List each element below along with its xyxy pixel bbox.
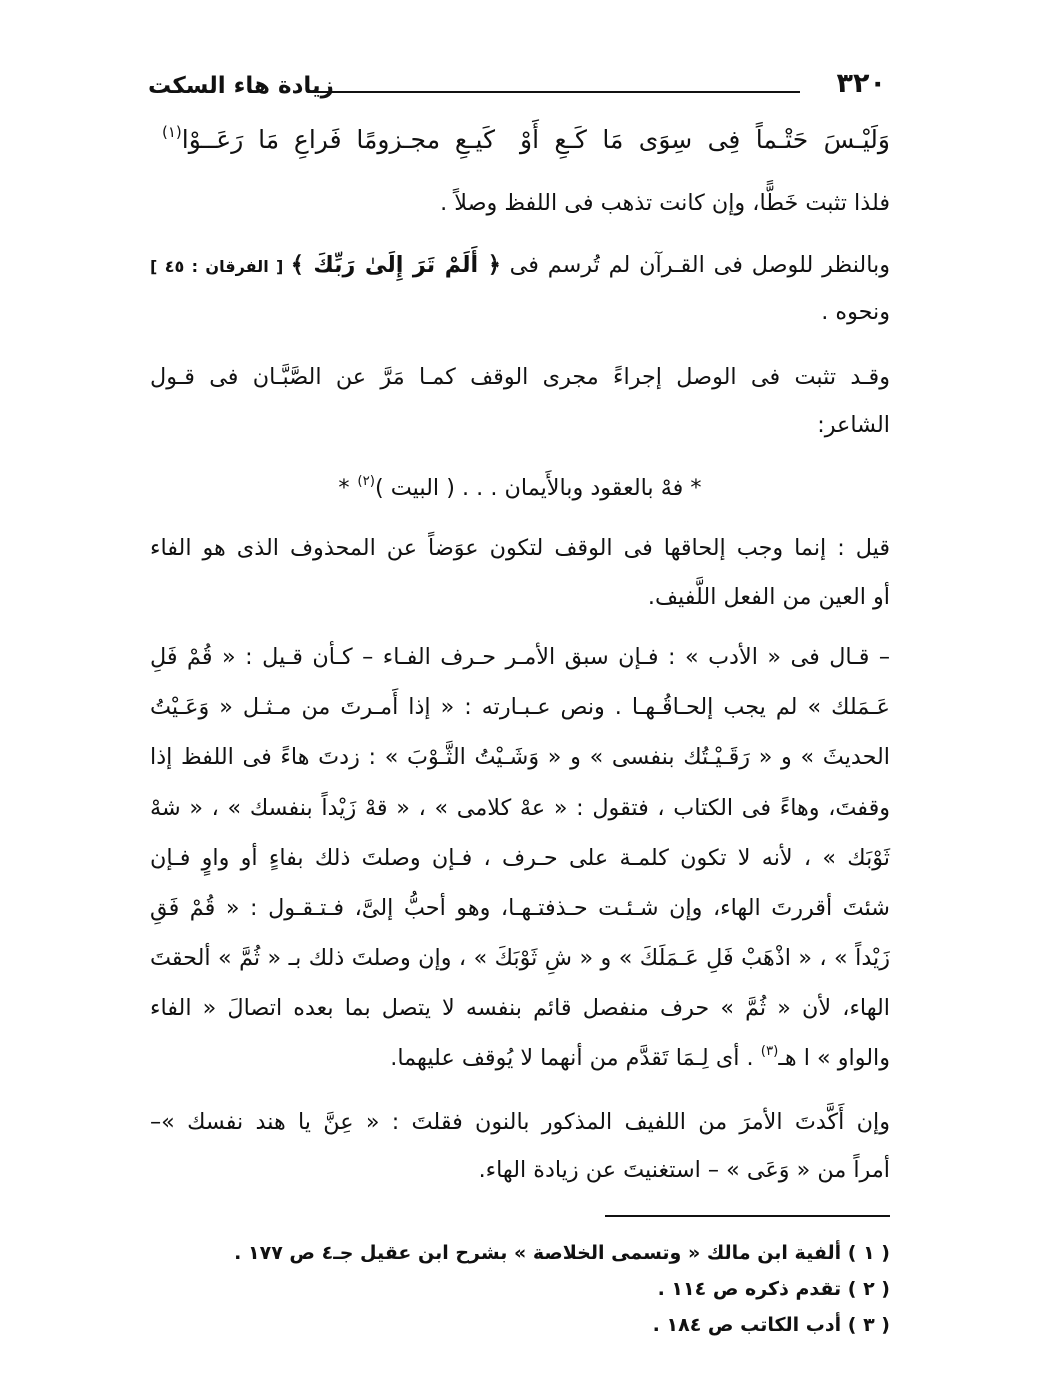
footnote: ( ١ ) ألفية ابن مالك « وتسمى الخلاصة » بشرح ابن عقيل جـ٤ ص ١٧٧ . [234,1242,890,1264]
surah-reference: [ الفرقان : ٤٥ ] [150,257,291,276]
body-line: ونحوه . [821,299,890,325]
verse-second-hemistich [162,118,495,162]
body-line: فلذا تثبت خَطًّا، وإن كانت تذهب فى اللفظ وصلاً . [440,190,890,216]
line-text: . أى لِـمَا تَقدَّم من أنهما لا يُوقف عليهما. [390,1045,761,1071]
quoted-verse-line [150,466,890,510]
header-rule [310,91,800,93]
footnote-marker: (١) [162,122,182,141]
body-line: الشاعر: [817,412,890,438]
line-text: والواو » ا هـ [778,1045,890,1071]
body-line: أو العين من الفعل اللَّفيف. [647,584,890,610]
verse-star: * [338,475,350,501]
body-line: عَـمَلك » لم يجب إلحـاقُـهـا . ونص عـبـارته : « إذا أَمـرتَ من مـثـل « وَعَـيْتُ [150,694,890,720]
quoted-verse-text: * فهْ بالعقود وبالأَيمان . . . ( البيت ) [375,475,702,501]
footnote: ( ٣ ) أدب الكاتب ص ١٨٤ . [652,1314,890,1336]
body-line: الحديثَ » و « رَقَـيْـتُك بنفسى » و « وَشَـيْتُ الثَّـوْبَ » : زدتَ هاءً فى اللفظ إذا [150,744,890,770]
body-line: قيل : إنما وجب إلحاقها فى الوقف لتكون عوَضاً عن المحذوف الذى هو الفاء [150,535,890,561]
running-title: زيادة هاء السكت [148,73,334,99]
body-line: زَيْداً » ، « اذْهَبْ فَلِ عَـمَلَكَ » و « شِ ثَوْبَكَ » ، وإن وصلتَ ذلك بـ « ثُمَّ » ألحقتَ [150,945,890,971]
body-line: وقفتَ، وهاءً فى الكتاب ، فتقول : « عهْ كلامى » ، « قهْ زَيْداً بنفسك » ، « شهْ [150,795,890,821]
body-line: وقـد تثبت فى الوصل إجراءً مجرى الوقف كمـا مَرَّ عن الصَّبَّـان فى قـول [150,364,890,390]
body-line: وإن أَكَّدتَ الأمرَ من اللفيف المذكور بالنون فقلتَ : « عِنَّ يا هند نفسك »– [150,1109,890,1135]
body-line: الهاء، لأن « ثُمَّ » حرف منفصل قائم بنفسه لا يتصل بما بعده اتصالَ « الفاء [150,995,890,1021]
footnote-rule [605,1215,890,1217]
body-line-footnote-ref [150,1036,890,1080]
verse-first-hemistich [520,118,890,162]
page-number: ٣٢٠ [836,68,886,99]
footnote-marker: (٣) [760,1043,779,1059]
footnote: ( ٢ ) تقدم ذكره ص ١١٤ . [657,1278,890,1300]
body-line: ثَوْبَك » ، لأنه لا تكون كلمـة على حـرف ، فـإن وصلتَ ذلك بفاءٍ أو واوٍ فـإن [150,845,890,871]
quran-lead-text: وبالنظر للوصل فى القـرآن لم تُرسم فى [500,252,890,278]
body-line: – قـال فى « الأدب » : فـإن سبق الأمـر حـرف الفـاء – كـأن قـيل : « قُمْ فَلِ [150,644,890,670]
body-line-quran [150,243,890,287]
footnote-marker: (٢) [357,473,375,489]
body-line: شئتَ أقررتَ الهاء، وإن شـئـت حـذفتـهـا، وهو أحبُّ إلىَّ، فـتـقـول : « قُمْ فَقِ [150,895,890,921]
body-line: أمراً من « وَعَى » – استغنيتَ عن زيادة الهاء. [478,1157,890,1183]
hemistich-text: كَيـعِ مجـزومًا فَراعِ مَا رَعَــوْا [181,125,495,154]
hemistich-text: وَلَيْـسَ حَتْـماً فِى سِوَى مَا كَـعِ أَوْ [520,125,890,154]
quran-verse: ﴿ أَلَمْ تَرَ إِلَىٰ رَبِّكَ ﴾ [290,252,501,278]
